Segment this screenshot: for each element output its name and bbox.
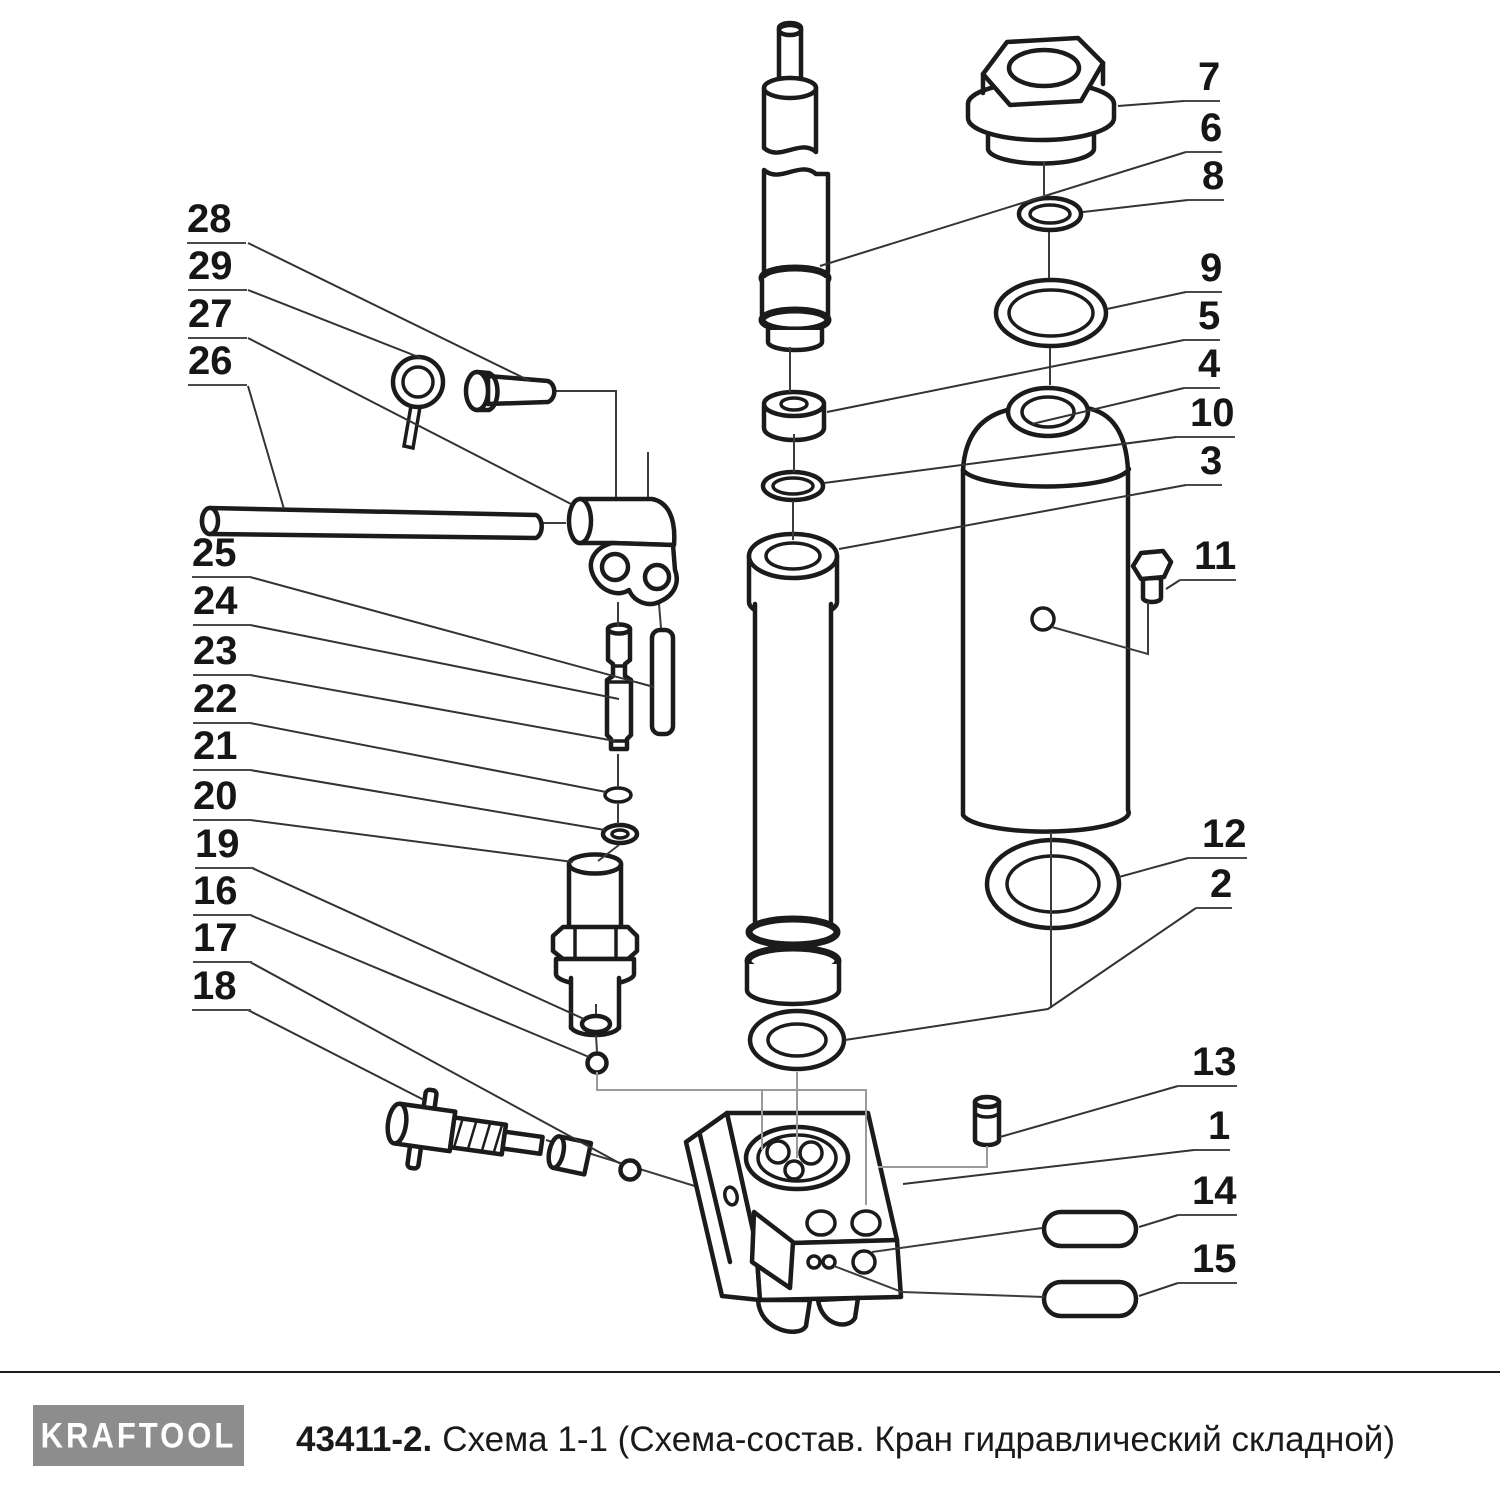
part-14-pin xyxy=(1044,1212,1136,1246)
part-16-ball xyxy=(588,1054,607,1073)
callout-label: 12 xyxy=(1188,814,1247,859)
callout-label: 21 xyxy=(193,726,252,771)
callout-label: 1 xyxy=(1194,1106,1230,1151)
footer-divider xyxy=(0,1371,1500,1373)
callout-12 xyxy=(1188,814,1247,859)
part-6-piston-rod xyxy=(762,23,828,350)
callout-17 xyxy=(193,918,252,963)
part-3-ram-cylinder xyxy=(747,534,839,1004)
callout-4 xyxy=(1184,344,1220,389)
part-10-oring xyxy=(763,472,823,500)
part-9-seal-ring xyxy=(996,280,1106,346)
part-17-sleeve xyxy=(546,1135,591,1174)
callout-label: 24 xyxy=(193,581,252,626)
part-25-pin xyxy=(652,630,673,734)
callout-label: 3 xyxy=(1186,441,1222,486)
callout-18 xyxy=(192,966,251,1011)
callout-label: 14 xyxy=(1178,1171,1237,1216)
callout-label: 9 xyxy=(1186,248,1222,293)
part-12-bottom-ring xyxy=(987,840,1119,928)
parts-group xyxy=(202,23,1171,1332)
callout-label: 4 xyxy=(1184,344,1220,389)
callout-label: 16 xyxy=(193,871,252,916)
part-17-ball xyxy=(621,1161,640,1180)
part-27-handle-socket xyxy=(569,499,677,604)
callout-label: 29 xyxy=(188,246,247,291)
part-24-valve-spindle xyxy=(607,625,631,750)
block-foot xyxy=(758,1300,810,1332)
drain-hole xyxy=(1032,608,1054,630)
part-26-handle-rod xyxy=(202,508,542,538)
callout-label: 28 xyxy=(187,199,246,244)
callout-16 xyxy=(193,871,252,916)
scheme-title: Схема 1-1 (Схема-состав. Кран гидравлический складной) xyxy=(442,1420,1396,1459)
callout-label: 11 xyxy=(1180,536,1236,581)
callout-19 xyxy=(195,824,254,869)
callout-29 xyxy=(188,246,247,291)
part-28-bolt xyxy=(466,372,554,410)
callout-23 xyxy=(193,631,252,676)
part-13-pin xyxy=(975,1097,999,1145)
callout-26 xyxy=(188,341,247,386)
footer-caption xyxy=(296,1420,1395,1460)
callout-label: 8 xyxy=(1188,156,1224,201)
callout-label: 26 xyxy=(188,341,247,386)
callout-20 xyxy=(193,776,252,821)
kraftool-logo-text: KRAFTOOL xyxy=(40,1414,237,1456)
kraftool-logo xyxy=(33,1405,244,1466)
part-1-base-block xyxy=(686,1113,901,1332)
callout-label: 23 xyxy=(193,631,252,676)
callout-label: 5 xyxy=(1184,296,1220,341)
scheme-code: 43411-2. xyxy=(296,1420,433,1459)
callout-5 xyxy=(1184,296,1220,341)
callout-1 xyxy=(1194,1106,1230,1151)
callout-label: 17 xyxy=(193,918,252,963)
callout-22 xyxy=(193,679,252,724)
callout-28 xyxy=(187,199,246,244)
callout-label: 18 xyxy=(192,966,251,1011)
part-11-drain-bolt xyxy=(1133,551,1171,602)
callout-label: 25 xyxy=(192,533,251,578)
callout-label: 27 xyxy=(188,294,247,339)
callout-10 xyxy=(1176,393,1235,438)
callout-label: 13 xyxy=(1178,1042,1237,1087)
callout-25 xyxy=(192,533,251,578)
part-22-oring xyxy=(605,788,631,802)
block-foot xyxy=(818,1298,858,1324)
part-8-oring xyxy=(1019,198,1081,230)
callout-21 xyxy=(193,726,252,771)
callout-13 xyxy=(1178,1042,1237,1087)
callout-24 xyxy=(193,581,252,626)
callout-label: 15 xyxy=(1178,1239,1237,1284)
callout-3 xyxy=(1186,441,1222,486)
part-18-release-valve xyxy=(382,1085,547,1186)
callout-6 xyxy=(1186,108,1222,153)
part-2-washer xyxy=(750,1011,844,1069)
part-15-pin xyxy=(1044,1282,1136,1316)
callout-15 xyxy=(1178,1239,1237,1284)
callout-label: 10 xyxy=(1176,393,1235,438)
callout-label: 6 xyxy=(1186,108,1222,153)
callout-label: 19 xyxy=(195,824,254,869)
part-21-oring xyxy=(603,825,637,843)
callout-9 xyxy=(1186,248,1222,293)
part-7-cap-nut xyxy=(968,38,1114,163)
callout-11 xyxy=(1180,536,1236,581)
part-19-oring xyxy=(582,1016,610,1032)
callout-27 xyxy=(188,294,247,339)
callout-label: 2 xyxy=(1196,864,1232,909)
part-5-guide-bushing xyxy=(764,392,824,440)
callout-8 xyxy=(1188,156,1224,201)
callout-14 xyxy=(1178,1171,1237,1216)
callout-label: 20 xyxy=(193,776,252,821)
callout-2 xyxy=(1196,864,1232,909)
callout-label: 22 xyxy=(193,679,252,724)
callout-7 xyxy=(1184,57,1220,102)
callout-label: 7 xyxy=(1184,57,1220,102)
